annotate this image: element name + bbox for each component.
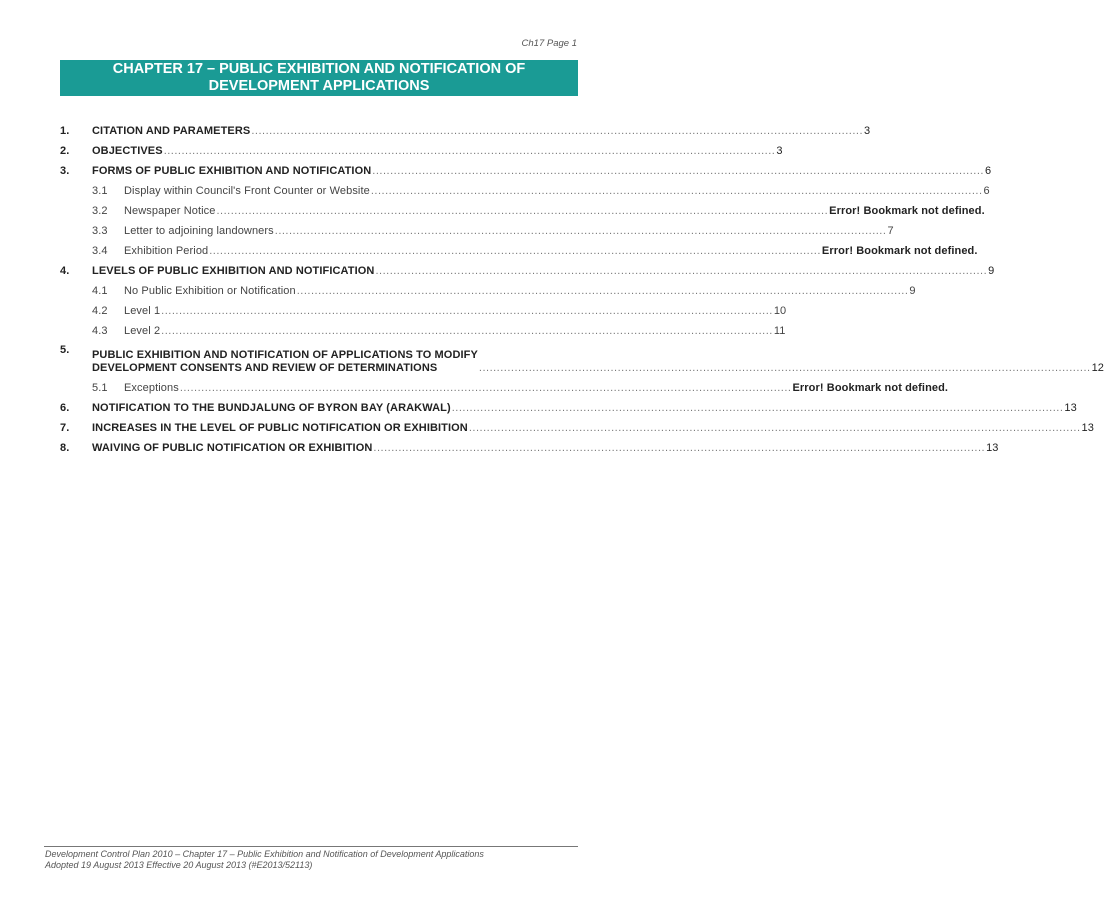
toc-entry-page: 12 <box>1091 362 1104 374</box>
toc-entry-4-3[interactable] <box>60 318 786 338</box>
toc-entry-4[interactable] <box>60 258 995 278</box>
toc-entry-1[interactable] <box>60 118 871 138</box>
document-footer <box>45 849 484 871</box>
toc-entry-label: Level 1 <box>124 305 161 317</box>
leader-dots: ............................................................................................................................................................................ <box>372 165 984 177</box>
toc-entry-8[interactable] <box>60 435 999 455</box>
toc-entry-label: NOTIFICATION TO THE BUNDJALUNG OF BYRON BAY (ARAKWAL) <box>92 402 451 414</box>
toc-entry-3[interactable] <box>60 158 992 178</box>
toc-entry-label: INCREASES IN THE LEVEL OF PUBLIC NOTIFICATION OR EXHIBITION <box>92 422 468 434</box>
toc-entry-number: 4.1 <box>92 285 108 297</box>
toc-entry-label: Exceptions <box>124 382 179 394</box>
toc-entry-number: 3.1 <box>92 185 108 197</box>
toc-entry-page: 6 <box>984 165 992 177</box>
toc-entry-page: 6 <box>983 185 990 197</box>
toc-entry-number: 3. <box>60 165 70 177</box>
toc-entry-3-1[interactable] <box>60 178 990 198</box>
toc-entry-3-3[interactable] <box>60 218 894 238</box>
toc-entry-6[interactable] <box>60 395 1077 415</box>
toc-entry-page: 13 <box>1064 402 1077 414</box>
toc-entry-label: WAIVING OF PUBLIC NOTIFICATION OR EXHIBITION <box>92 442 373 454</box>
toc-entry-4-2[interactable] <box>60 298 787 318</box>
toc-entry-page: 13 <box>986 442 999 454</box>
toc-entry-page-error: Error! Bookmark not defined. <box>821 245 978 257</box>
toc-entry-label: OBJECTIVES <box>92 145 163 157</box>
leader-dots: ............................................................................................................................................................................ <box>375 265 988 277</box>
leader-dots: ............................................................................................................................................................................ <box>251 125 864 137</box>
toc-entry-page: 7 <box>887 225 894 237</box>
toc-entry-label: Newspaper Notice <box>124 205 216 217</box>
toc-entry-4-1[interactable] <box>60 278 916 298</box>
toc-entry-5[interactable] <box>60 338 1104 375</box>
toc-entry-2[interactable] <box>60 138 783 158</box>
toc-entry-number: 8. <box>60 442 70 454</box>
toc-entry-label: CITATION AND PARAMETERS <box>92 125 251 137</box>
toc-entry-label: Exhibition Period <box>124 245 209 257</box>
toc-entry-page: 10 <box>773 305 787 317</box>
toc-entry-label-line-1: PUBLIC EXHIBITION AND NOTIFICATION OF APPLICATIONS TO MODIFY <box>92 349 478 361</box>
leader-dots: ............................................................................................................................................................................ <box>451 402 1064 414</box>
toc-entry-label-line-2: DEVELOPMENT CONSENTS AND REVIEW OF DETERMINATIONS <box>92 362 438 374</box>
leader-dots: ............................................................................................................................................................................ <box>163 145 776 157</box>
chapter-title-line-2: DEVELOPMENT APPLICATIONS <box>208 78 430 94</box>
footer-divider <box>44 846 578 847</box>
table-of-contents <box>60 118 1104 455</box>
toc-entry-label: FORMS OF PUBLIC EXHIBITION AND NOTIFICATION <box>92 165 372 177</box>
toc-entry-number: 3.2 <box>92 205 108 217</box>
leader-dots: ............................................................................................................................................................................ <box>209 245 821 257</box>
footer-line-2: Adopted 19 August 2013 Effective 20 August 2013 (#E2013/52113) <box>45 860 313 870</box>
toc-entry-label: LEVELS OF PUBLIC EXHIBITION AND NOTIFICATION <box>92 265 375 277</box>
toc-entry-page: 3 <box>864 125 871 137</box>
footer-line-1: Development Control Plan 2010 – Chapter 17 – Public Exhibition and Notification of Development Applications <box>45 849 484 859</box>
chapter-title-line-1: CHAPTER 17 – PUBLIC EXHIBITION AND NOTIFICATION OF <box>112 61 526 77</box>
toc-entry-3-4[interactable] <box>60 238 978 258</box>
toc-entry-page: 9 <box>909 285 916 297</box>
toc-entry-3-2[interactable] <box>60 198 985 218</box>
toc-entry-page: 9 <box>988 265 995 277</box>
toc-entry-label: Letter to adjoining landowners <box>124 225 274 237</box>
leader-dots: ............................................................................................................................................................................ <box>216 205 829 217</box>
leader-dots: ............................................................................................................................................................................ <box>179 382 792 394</box>
toc-entry-number: 4.2 <box>92 305 108 317</box>
leader-dots: ............................................................................................................................................................................ <box>373 442 986 454</box>
toc-entry-label: No Public Exhibition or Notification <box>124 285 296 297</box>
toc-entry-number: 6. <box>60 402 70 414</box>
page-number: Ch17 Page 1 <box>521 38 577 49</box>
toc-entry-number: 2. <box>60 145 70 157</box>
toc-entry-number: 7. <box>60 422 70 434</box>
toc-entry-page: 3 <box>776 145 783 157</box>
toc-entry-label <box>92 349 478 375</box>
toc-entry-page: 11 <box>773 325 786 337</box>
toc-entry-page-error: Error! Bookmark not defined. <box>829 205 985 217</box>
leader-dots: ............................................................................................................................................................................ <box>296 285 909 297</box>
toc-entry-number: 5.1 <box>92 382 108 394</box>
toc-entry-7[interactable] <box>60 415 1094 435</box>
chapter-title-banner <box>60 60 578 96</box>
toc-entry-5-1[interactable] <box>60 375 949 395</box>
leader-dots: ............................................................................................................................................................................ <box>161 305 773 317</box>
leader-dots: ............................................................................................................................................................................ <box>468 422 1081 434</box>
toc-entry-number: 3.3 <box>92 225 108 237</box>
leader-dots: ............................................................................................................................................................................ <box>478 362 1091 374</box>
leader-dots: ............................................................................................................................................................................ <box>161 325 773 337</box>
toc-entry-label: Level 2 <box>124 325 161 337</box>
toc-entry-page: 13 <box>1081 422 1094 434</box>
toc-entry-label: Display within Council's Front Counter or Website <box>124 185 370 197</box>
toc-entry-page-error: Error! Bookmark not defined. <box>792 382 949 394</box>
toc-entry-number: 4.3 <box>92 325 108 337</box>
toc-entry-number: 3.4 <box>92 245 108 257</box>
leader-dots: ............................................................................................................................................................................ <box>274 225 887 237</box>
toc-entry-number: 1. <box>60 125 70 137</box>
toc-entry-number: 5. <box>60 344 70 356</box>
leader-dots: ............................................................................................................................................................................ <box>370 185 983 197</box>
toc-entry-number: 4. <box>60 265 70 277</box>
